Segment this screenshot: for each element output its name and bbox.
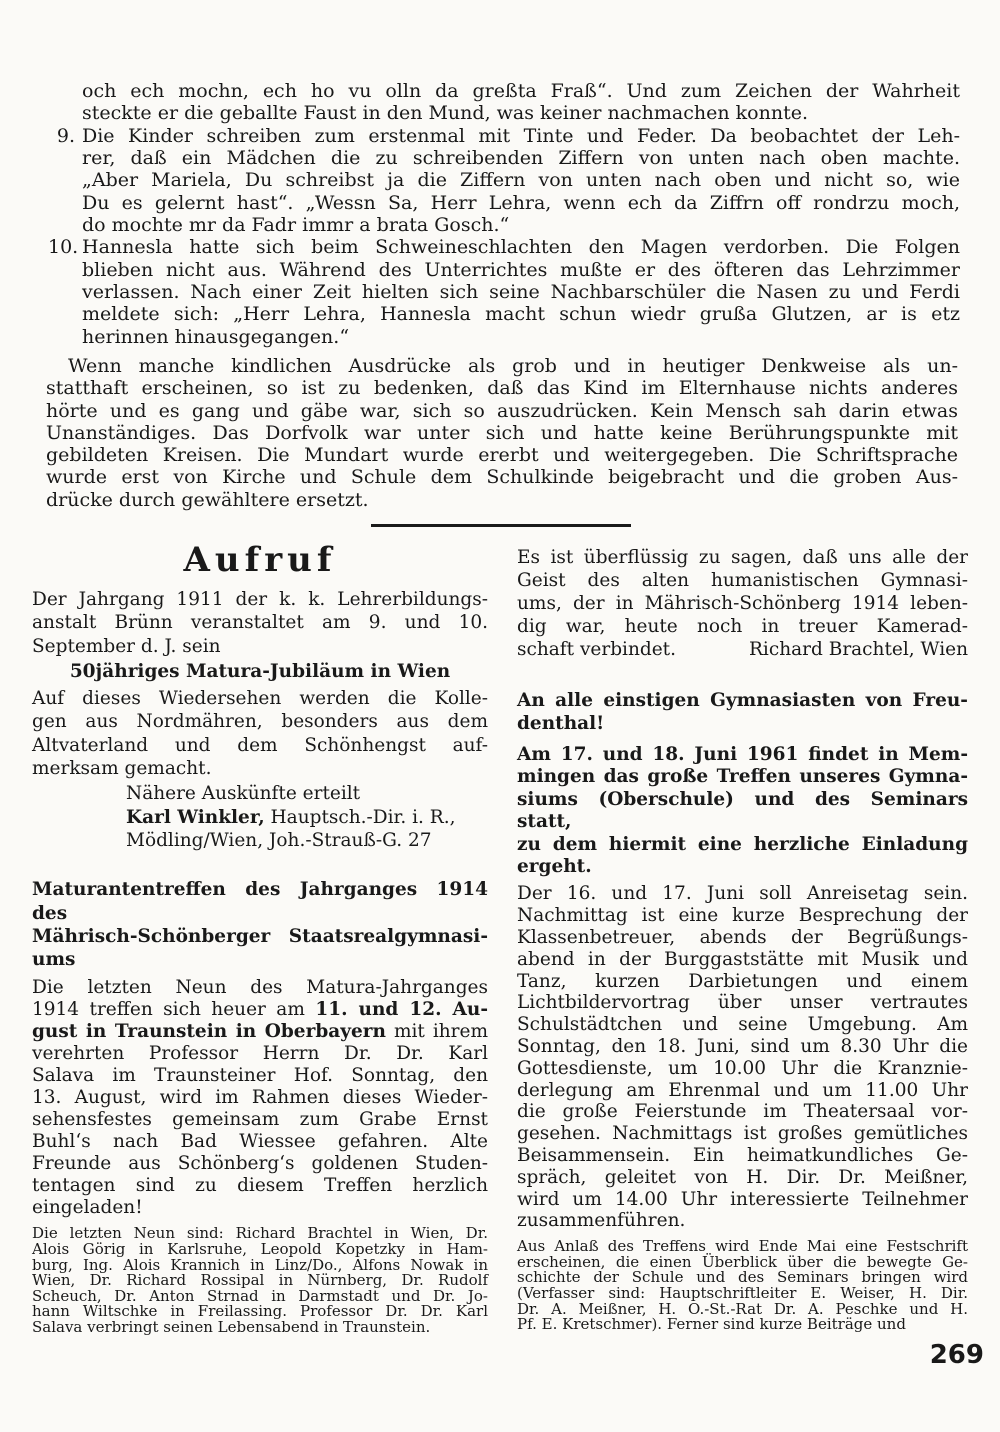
text-line: Am 17. und 18. Juni 1961 findet in Mem- — [517, 744, 968, 765]
list-item-10 — [48, 236, 960, 348]
list-item-9 — [48, 125, 960, 237]
text-line: sehensfestes gemeinsam zum Grabe Ernst — [32, 1108, 488, 1130]
text-line: gust in Traunstein in Oberbayern mit ihrem — [32, 1021, 488, 1043]
text-line: Die Kinder schreiben zum erstenmal mit Tinte und Feder. Da beobachtet der Leh- — [82, 124, 960, 147]
text-line: Der 16. und 17. Juni soll Anreisetag sein. — [517, 883, 968, 905]
text-line: siums (Oberschule) und des Seminars statt, — [517, 788, 968, 833]
text-line: September d. J. sein — [32, 635, 221, 657]
freudenthal-program — [517, 883, 968, 1232]
text-line: do mochte mr da Fadr immr a brata Gosch.“ — [82, 214, 510, 237]
text-line: Schulstädtchen und seine Umgebung. Am — [517, 1014, 968, 1036]
freudenthal-invitation — [517, 744, 968, 878]
text-line: Nähere Auskünfte erteilt — [126, 783, 361, 805]
text-line: mingen das große Treffen unseres Gymna- — [517, 766, 968, 788]
note-closing-text: schaft verbindet. — [517, 639, 676, 660]
text-line: Wien, Dr. Richard Rossipal in Nürnberg, Dr. Rudolf — [32, 1271, 488, 1290]
text-line: rer, daß ein Mädchen die zu schreibenden Ziffern von unten nach oben machte. — [82, 147, 960, 170]
text-line: Maturantentreffen des Jahrganges 1914 des — [32, 879, 488, 924]
text-line: schichte der Schule und des Seminars bringen wird — [517, 1268, 968, 1287]
text-line: ums, der in Mährisch-Schönberg 1914 leben- — [517, 593, 968, 614]
list-item-text — [82, 236, 960, 348]
list-item-text — [82, 80, 960, 125]
text-line: merksam gemacht. — [32, 758, 212, 780]
text-line: burg, Ing. Alois Krannich in Linz/Do., Alfons Nowak in — [32, 1255, 488, 1274]
text-line: Alois Görig in Karlsruhe, Leopold Kopetzky in Ham- — [32, 1240, 488, 1259]
text-line: Gottesdienste, um 10.00 Uhr die Kranznie- — [517, 1057, 968, 1079]
text-line: Geist des alten humanistischen Gymnasi- — [517, 570, 968, 591]
text-line: „Aber Mariela, Du schreibst ja die Ziffern von unten nach oben und nicht so, wie — [82, 169, 960, 192]
page-number: 269 — [929, 1340, 984, 1370]
text-line: Der Jahrgang 1911 der k. k. Lehrerbildungs- — [32, 589, 488, 610]
text-line: Unanständiges. Das Dorfvolk war unter sich und hatte keine Berührungspunkte mit — [46, 421, 958, 444]
text-line: Dr. A. Meißner, H. O.-St.-Rat Dr. A. Peschke und H. — [517, 1299, 968, 1318]
text-line: hörte und es gang und gäbe war, sich so auszudrücken. Kein Mensch sah darin etwas — [46, 399, 958, 422]
text-line: Die letzten Neun sind: Richard Brachtel in Wien, Dr. — [32, 1224, 488, 1243]
text-line: Aus Anlaß des Treffens wird Ende Mai eine Festschrift — [517, 1237, 968, 1256]
text-line: steckte er die geballte Faust in den Mund, was keiner nachmachen konnte. — [82, 102, 808, 125]
left-column — [32, 540, 488, 1336]
text-line: Mödling/Wien, Joh.-Strauß-G. 27 — [126, 829, 432, 851]
text-line: anstalt Brünn veranstaltet am 9. und 10. — [32, 612, 488, 634]
text-line: herinnen hinausgegangen.“ — [82, 325, 350, 348]
text-line: Sonntag, den 18. Juni, sind um 8.30 Uhr die — [517, 1036, 968, 1058]
right-column — [517, 546, 968, 1333]
text-line: wurde erst von Kirche und Schule dem Schulkinde beigebracht und die groben Aus- — [46, 466, 958, 489]
festschrift-note — [517, 1239, 968, 1333]
text-line: 1914 treffen sich heuer am 11. und 12. Au- — [32, 999, 489, 1021]
text-line: Klassenbetreuer, abends der Begrüßungs- — [517, 927, 968, 949]
text-line: tentagen sind zu diesem Treffen herzlich — [32, 1174, 488, 1196]
numbered-anecdote-list — [48, 80, 960, 348]
text-line: Es ist überflüssig zu sagen, daß uns alle der — [517, 547, 968, 568]
text-line: Nachmittag ist eine kurze Besprechung der — [517, 905, 968, 927]
text-line: Hannesla hatte sich beim Schweineschlachten den Magen verdorben. Die Folgen — [82, 236, 960, 259]
list-item-number: 9. — [56, 124, 75, 147]
list-item-number: 10. — [48, 236, 79, 259]
aufruf-subtitle: 50jähriges Matura-Jubiläum in Wien — [69, 660, 451, 682]
text-line: ums — [32, 949, 76, 971]
text-line: Du es gelernt hast“. „Wessn Sa, Herr Lehra, wenn ech da Ziffrn off rondrzu moch, — [82, 191, 960, 214]
text-line: 13. August, wird im Rahmen dieses Wieder- — [32, 1086, 488, 1108]
section-divider-rule — [371, 524, 631, 527]
text-line: Mährisch-Schönberger Staatsrealgymnasi- — [32, 925, 488, 947]
text-line: wird um 14.00 Uhr interessierte Teilnehmer — [517, 1188, 968, 1210]
text-line: Wenn manche kindlichen Ausdrücke als grob und in heutiger Denkweise als un- — [68, 355, 958, 377]
text-line: Salava verbringt seinen Lebensabend in Traunstein. — [32, 1317, 431, 1336]
aufruf-body — [32, 687, 488, 780]
text-line: die große Feierstunde im Theatersaal vor- — [517, 1101, 968, 1123]
text-line: An alle einstigen Gymnasiasten von Freu- — [517, 690, 968, 711]
text-line: ergeht. — [517, 856, 592, 878]
matura-treffen-heading — [32, 878, 488, 971]
text-line: gesehen. Nachmittags ist großes gemütliches — [517, 1123, 968, 1145]
text-line: zu dem hiermit eine herzliche Einladung — [517, 833, 968, 855]
text-line: Pf. E. Kretschmer). Ferner sind kurze Beiträge und — [517, 1315, 906, 1334]
text-line: dig war, heute noch in treuer Kamerad- — [517, 616, 968, 637]
text-line: gebildeten Kreisen. Die Mundart wurde ererbt und weitergegeben. Die Schriftsprache — [46, 444, 958, 467]
text-line: gen aus Nordmähren, besonders aus dem — [32, 711, 488, 733]
matura-treffen-body — [32, 977, 488, 1218]
text-line: Auf dieses Wiedersehen werden die Kolle- — [32, 688, 488, 710]
text-line: Salava im Traunsteiner Hof. Sonntag, den — [32, 1065, 488, 1087]
text-line: blieben nicht aus. Während des Unterrichtes mußte er des öfteren das Lehrzimmer — [82, 258, 960, 281]
closing-paragraph — [46, 355, 958, 511]
text-line: drücke durch gewähltere ersetzt. — [46, 488, 369, 511]
aufruf-title: Aufruf — [183, 540, 337, 580]
text-line: abend in der Burggaststätte mit Musik und — [517, 948, 968, 970]
brachtel-signature-line — [517, 638, 968, 661]
text-line: Die letzten Neun des Matura-Jahrganges — [32, 977, 488, 999]
text-line: och ech mochn, ech ho vu olln da greßta Fraß“. Und zum Zeichen der Wahrheit — [82, 80, 960, 102]
text-line: (Verfasser sind: Hauptschriftleiter E. Weiser, H. Dir. — [517, 1283, 968, 1302]
freudenthal-heading — [517, 689, 968, 735]
matura-participants-note — [32, 1226, 488, 1335]
text-line: erscheinen, die einen Überblick über die bewegte Ge- — [517, 1252, 968, 1271]
brachtel-note — [517, 546, 968, 638]
text-line: Beisammensein. Ein heimatkundliches Ge- — [517, 1145, 968, 1166]
aufruf-contact — [32, 782, 488, 852]
text-line: eingeladen! — [32, 1196, 143, 1218]
text-line: verehrten Professor Herrn Dr. Dr. Karl — [32, 1043, 488, 1065]
text-line: Karl Winkler, Hauptsch.-Dir. i. R., — [126, 806, 456, 828]
text-line: Freunde aus Schönberg‘s goldenen Studen- — [32, 1152, 488, 1174]
aufruf-intro — [32, 588, 488, 658]
text-line: meldete sich: „Herr Lehra, Hannesla macht schun wiedr grußa Glutzen, ar is etz — [82, 303, 960, 326]
text-line: derlegung am Ehrenmal und um 11.00 Uhr — [517, 1079, 968, 1101]
text-line: Altvaterland und dem Schönhengst auf- — [32, 734, 488, 756]
list-item-8-continuation — [48, 80, 960, 125]
text-line: verlassen. Nach einer Zeit hielten sich seine Nachbarschüler die Nasen zu und Ferdi — [82, 281, 960, 304]
text-line: denthal! — [517, 713, 605, 734]
text-line: Lichtbildervortrag über unser vertrautes — [517, 992, 968, 1014]
signature: Richard Brachtel, Wien — [749, 639, 968, 660]
text-line: Buhl‘s nach Bad Wiessee gefahren. Alte — [32, 1130, 488, 1152]
text-line: Scheuch, Dr. Anton Strnad in Darmstadt und Dr. Jo- — [32, 1286, 488, 1305]
text-line: zusammenführen. — [517, 1210, 686, 1232]
text-line: hann Wiltschke in Freilassing. Professor Dr. Dr. Karl — [32, 1302, 488, 1321]
text-line: Tanz, kurzen Darbietungen und einem — [517, 970, 968, 992]
text-line: statthaft erscheinen, so ist zu bedenken, daß das Kind im Elternhause nichts anderes — [46, 377, 958, 400]
list-item-text — [82, 125, 960, 237]
text-line: spräch, geleitet von H. Dir. Dr. Meißner, — [517, 1166, 968, 1188]
